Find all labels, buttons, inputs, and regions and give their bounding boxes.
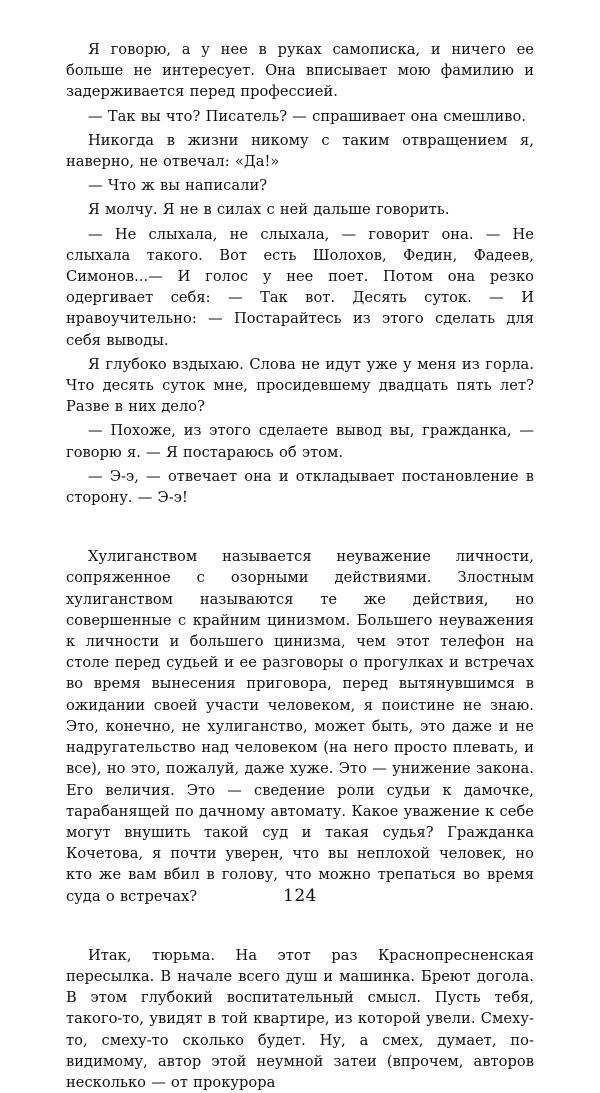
paragraph: — Так вы что? Писатель? — спрашивает она смешливо. (88, 107, 527, 125)
page-number: 124 (283, 886, 317, 906)
paragraph: — Что ж вы написали? (88, 177, 268, 195)
paragraph: Я глубоко вздыхаю. Слова не идут уже у меня из горла. Что десять суток мне, просидевшему двадцать пять лет? Разве в них дело? (66, 355, 534, 416)
paragraph: Я говорю, а у нее в руках самописка, и ничего ее больше не интересует. Она вписывает мою фамилию и задерживается перед профессией. (66, 41, 534, 101)
paragraph: Никогда в жизни никому с таким отвращением я, наверно, не отвечал: «Да!» (66, 131, 534, 171)
paragraph: — Э-э, — отвечает она и откладывает постановление в сторону. — Э-э! (66, 467, 534, 507)
paragraph: Итак, тюрьма. На этот раз Краснопресненская пересылка. В начале всего душ и машинка. Бреют догола. В этом глубокий воспитательный смысл. Пусть тебя, такого-то, увидят в той квартире, из которой увели. Смеху-то, смеху-то сколько будет. Ну, а смех, думает, по-видимому, автор этой неумной затеи (впрочем, авторов несколько — от прокурора (66, 946, 534, 1091)
paragraph: Я молчу. Я не в силах с ней дальше говорить. (88, 201, 450, 219)
paragraph: — Не слыхала, не слыхала, — говорит она. — Не слыхала такого. Вот есть Шолохов, Федин, Фадеев, Симонов...— И голос у нее поет. Потом она резко одергивает себя: — Так вот. Десять суток. — И нравоучительно: — Постарайтесь из этого сделать для себя выводы. (66, 225, 534, 349)
page-body (66, 39, 534, 1093)
paragraph: Хулиганством называется неуважение личности, сопряженное с озорными действиями. Злостным хулиганством называются те же действия, но совершенные с крайним цинизмом. Большего неуважения к личности и большего цинизма, чем этот телефон на столе перед судьей и ее разговоры о прогулках и встречах во время вынесения приговора, перед вытянувшимся в ожидании своей участи человеком, я поистине не знаю. Это, конечно, не хулиганство, может быть, это даже и не надругательство над человеком (на него просто плевать, и все), но это, пожалуй, даже хуже. Это — унижение закона. Его величия. Это — сведение роли судьи к дамочке, тарабанящей по дачному автомату. Какое уважение к себе могут внушить такой суд и такая судья? Гражданка Кочетова, я почти уверен, что вы неплохой человек, но кто же вам вбил в голову, что можно трепаться во время суда о встречах? (66, 548, 534, 905)
paragraph: — Похоже, из этого сделаете вывод вы, гражданка, — говорю я. — Я постараюсь об этом. (66, 422, 534, 461)
